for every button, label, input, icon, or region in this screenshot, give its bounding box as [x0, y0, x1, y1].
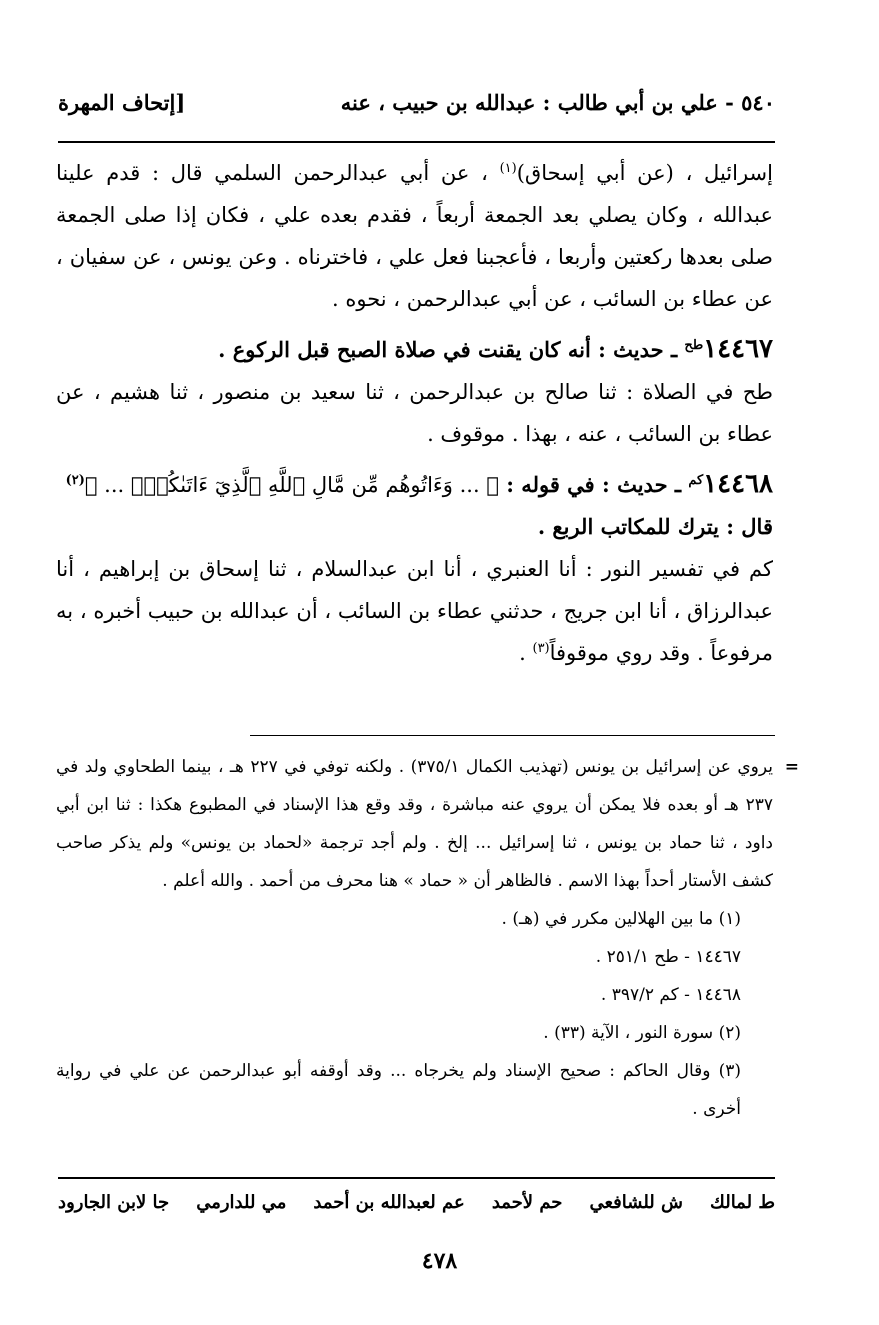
siglum: حم لأحمد	[491, 1192, 563, 1213]
footnote-continued: يروي عن إسرائيل بن يونس (تهذيب الكمال ٣٧٥/١) . ولكنه توفي في ٢٢٧ هـ ، بينما الطحاوي ولد في ٢٣٧ هـ أو بعده فلا يمكن أن يروي عنه مباشرة ، وقد وقع هذا الإسناد في المطبوع هكذا : ثنا ابن أبي داود ، ثنا حماد بن يونس ، ثنا إسرائيل ... إلخ . ولم أجد ترجمة «لحماد بن يونس» ولم يذكر صاحب كشف الأستار أحداً بهذا الاسم . فالظاهر أن « حماد » هنا محرف من أحمد . والله أعلم .	[56, 757, 773, 891]
hadith-number: ١٤٤٦٧	[703, 334, 773, 364]
main-text	[56, 152, 773, 674]
running-head	[58, 84, 775, 120]
header-rule	[58, 141, 775, 143]
sigla-rule	[58, 1177, 775, 1179]
footnote-ref-list: ١٤٤٦٧ - طح ٢٥١/١ .	[595, 947, 741, 967]
page-number: ٤٧٨	[421, 1248, 458, 1274]
paragraph-continuation: إسرائيل ، (عن أبي إسحاق)$^{(١)}$ ، عن أبي عبدالرحمن السلمي قال : قدم علينا عبدالله ، وكان يصلي بعد الجمعة أربعاً ، فقدم بعده علي ، فكان إذا صلى الجمعة صلى بعدها ركعتين وأربعا ، فأعجبنا فعل علي ، فاخترناه . وعن يونس ، عن سفيان ، عن عطاء بن السائب ، عن أبي عبدالرحمن ، نحوه .	[56, 161, 773, 311]
siglum: مي للدارمي	[196, 1192, 287, 1213]
hadith-number: ١٤٤٦٨	[703, 469, 773, 499]
continuation-mark: =	[784, 757, 799, 777]
book-title: [إتحاف المهرة	[58, 89, 186, 115]
hadith-text: ـ حديث : أنه كان يقنت في صلاة الصبح قبل الركوع .	[218, 337, 685, 362]
footnote-rule	[250, 735, 775, 736]
footnote-1: (١) ما بين الهلالين مكرر في (هـ) .	[501, 909, 741, 929]
siglum: جا لابن الجارود	[58, 1192, 170, 1213]
footnote-ref: (٢)	[65, 473, 85, 488]
sigla-key	[58, 1192, 775, 1213]
hadith-text: ـ حديث : في قوله :	[498, 472, 689, 497]
footnote-ref: (١)	[499, 161, 517, 176]
footnote-2: (٢) سورة النور ، الآية (٣٣) .	[543, 1023, 741, 1043]
hadith-isnad: كم في تفسير النور : أنا العنبري ، أنا ابن عبدالسلام ، ثنا إسحاق بن إبراهيم ، أنا عبدالرزاق ، أنا ابن جريج ، حدثني عطاء بن السائب ، أن عبدالله بن حبيب أخبره ، به مرفوعاً . وقد روي موقوفاً$^{(٣)}$ .	[56, 557, 773, 665]
footnote-3: (٣) وقال الحاكم : صحيح الإسناد ولم يخرجاه ... وقد أوقفه أبو عبدالرحمن عن علي في رواية أخرى .	[56, 1061, 741, 1119]
siglum: ط لمالك	[710, 1192, 775, 1213]
hadith-text-line: قال : يترك للمكاتب الربع .	[537, 514, 773, 539]
footnote-ref: (٣)	[532, 641, 550, 656]
siglum: ش للشافعي	[589, 1192, 683, 1213]
hadith-heading	[56, 328, 773, 371]
source-mark: طح	[684, 338, 704, 353]
footnotes	[56, 748, 799, 1128]
siglum: عم لعبدالله بن أحمد	[313, 1192, 465, 1213]
source-mark: كم	[688, 473, 704, 488]
hadith-isnad: طح في الصلاة : ثنا صالح بن عبدالرحمن ، ثنا سعيد بن منصور ، ثنا هشيم ، عن عطاء بن السائب ، عنه ، بهذا . موقوف .	[56, 380, 773, 446]
footnote-ref-list: ١٤٤٦٨ - كم ٣٩٧/٢ .	[600, 985, 741, 1005]
chapter-title: ٥٤٠ - علي بن أبي طالب : عبدالله بن حبيب ، عنه	[340, 89, 775, 115]
hadith-heading	[56, 463, 773, 506]
quran-verse: ﴿ ... وَءَاتُوهُم مِّن مَّالِ ٱللَّهِ ٱلَّذِيٓ ءَاتَىٰكُمۡۚ ... ﴾	[84, 473, 499, 497]
